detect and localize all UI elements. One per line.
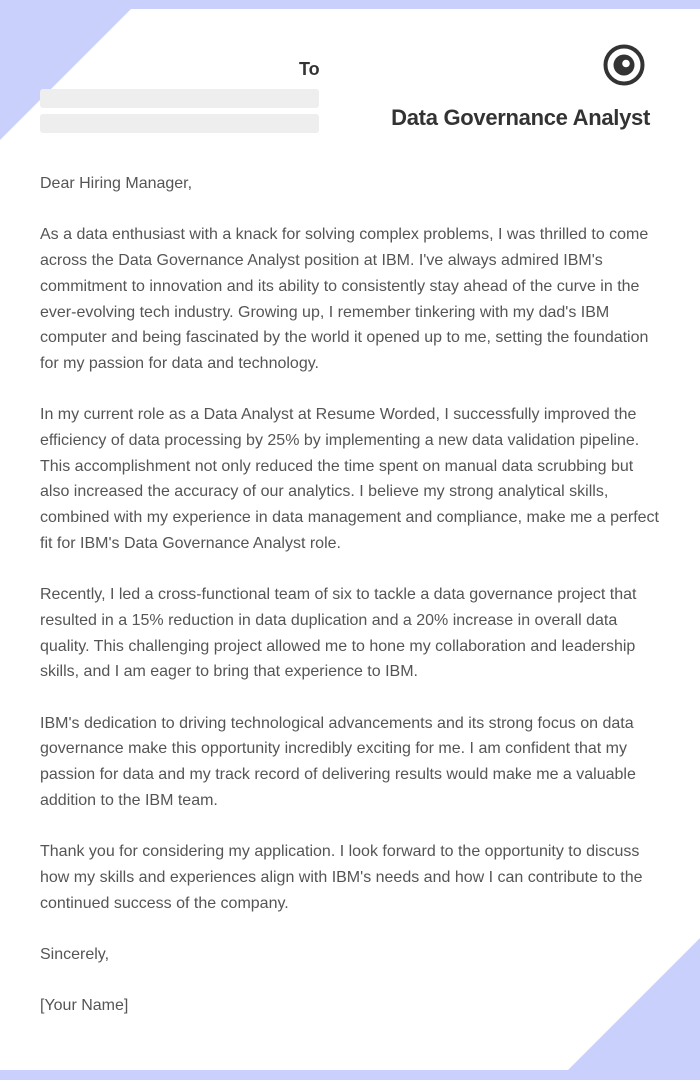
recipient-label: To	[299, 59, 320, 79]
recipient-address-placeholder	[40, 89, 319, 108]
letter-page	[0, 9, 700, 1070]
letter-paragraph: As a data enthusiast with a knack for solving complex problems, I was thrilled to come across the Data Governance Analyst position at IBM. I've always admired IBM's commitment to innovation and its ability to consistently stay ahead of the curve in the ever-evolving tech industry. Growing up, I remember tinkering with my dad's IBM computer and being fascinated by the world it opened up to me, setting the foundation for my passion for data and technology.	[40, 226, 649, 372]
target-icon	[603, 44, 645, 86]
signature: [Your Name]	[40, 997, 129, 1015]
letter-paragraph: In my current role as a Data Analyst at Resume Worded, I successfully improved the efficiency of data processing by 25% by implementing a new data validation pipeline. This accomplishment not only reduced the time spent on manual data scrubbing but also increased the accuracy of our analytics. I believe my strong analytical skills, combined with my experience in data management and compliance, make me a perfect fit for IBM's Data Governance Analyst role.	[40, 406, 659, 552]
letter-body	[40, 171, 662, 1045]
letter-paragraph: Thank you for considering my application. I look forward to the opportunity to discuss how my skills and experiences align with IBM's needs and how I can contribute to the continued success of the company.	[40, 843, 643, 912]
letter-paragraph: Recently, I led a cross-functional team of six to tackle a data governance project that resulted in a 15% reduction in data duplication and a 20% increase in overall data quality. This challenging project allowed me to hone my collaboration and leadership skills, and I am eager to bring that experience to IBM.	[40, 586, 637, 681]
closing: Sincerely,	[40, 946, 110, 963]
recipient-address-placeholder	[40, 114, 319, 133]
salutation: Dear Hiring Manager,	[40, 175, 193, 192]
letter-paragraph: IBM's dedication to driving technological advancements and its strong focus on data governance make this opportunity incredibly exciting for me. I am confident that my passion for data and my track record of delivering results would make me a valuable addition to the IBM team.	[40, 714, 636, 809]
job-title: Data Governance Analyst	[391, 105, 650, 130]
